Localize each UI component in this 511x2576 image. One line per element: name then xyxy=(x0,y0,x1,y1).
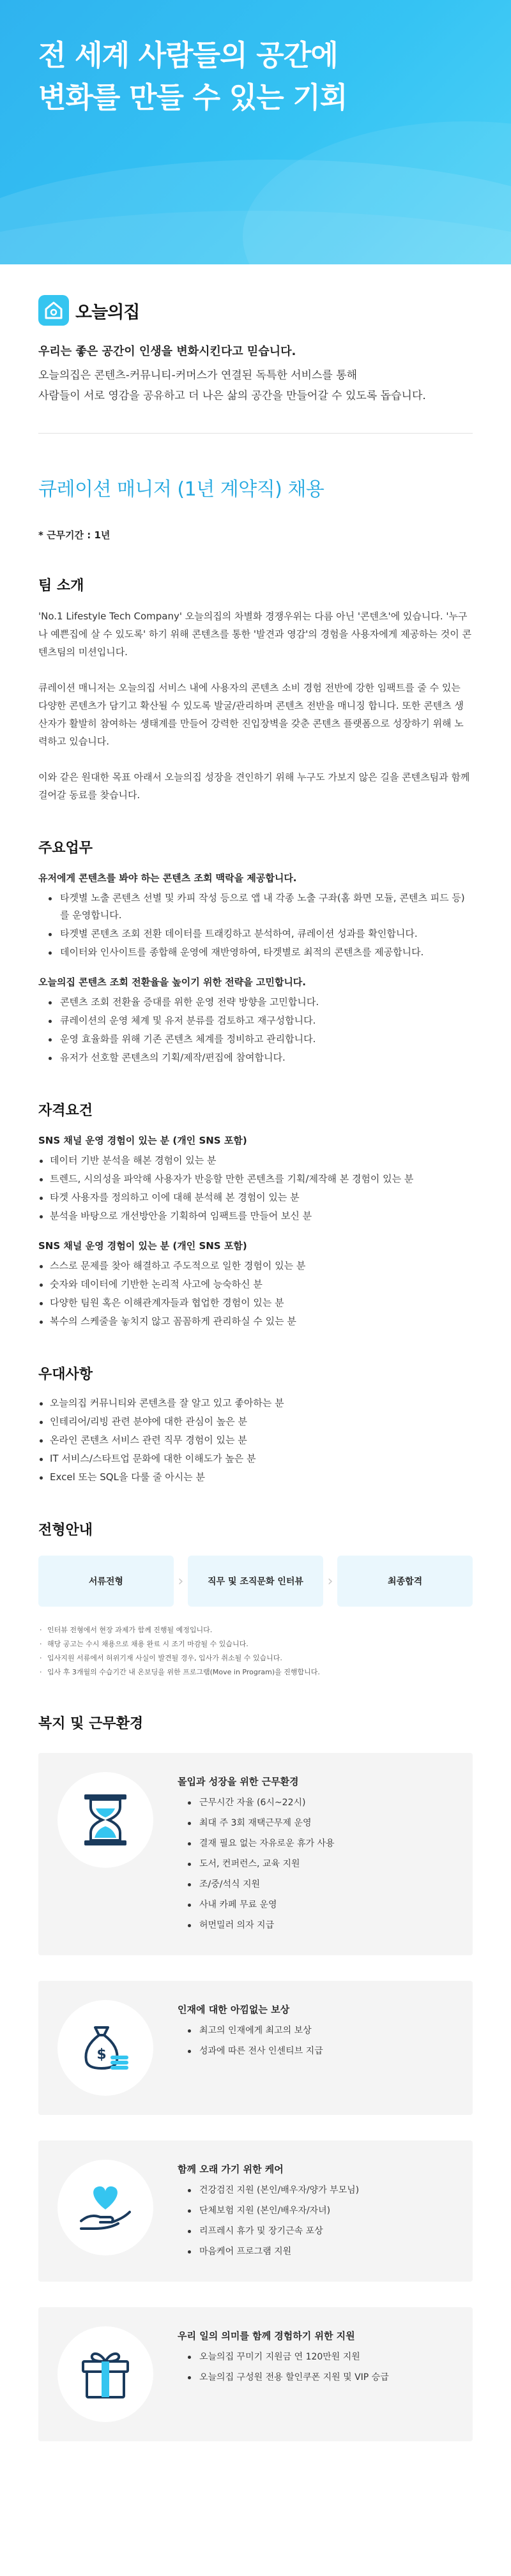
list-item: 콘텐츠 조회 전환율 증대를 위한 운영 전략 방향을 고민합니다. xyxy=(38,994,473,1011)
requirements-group-title: SNS 채널 운영 경험이 있는 분 (개인 SNS 포함) xyxy=(38,1240,247,1252)
work-period: * 근무기간 : 1년 xyxy=(38,529,111,541)
process-step: 최종합격 xyxy=(337,1556,473,1607)
hero-title-line2: 변화를 만들 수 있는 기회 xyxy=(38,80,347,114)
note-item: · 해당 공고는 수시 채용으로 채용 완료 시 조기 마감될 수 있습니다. xyxy=(38,1637,473,1651)
team-paragraph: 이와 같은 원대한 목표 아래서 오늘의집 성장을 견인하기 위해 누구도 가보지 않은 길을 콘텐츠팀과 함께 걸어갈 동료를 찾습니다. xyxy=(38,771,470,801)
list-item: 오늘의집 꾸미기 지원금 연 120만원 지원 xyxy=(178,2347,389,2367)
list-item: Excel 또는 SQL을 다룰 줄 아시는 분 xyxy=(38,1469,473,1486)
intro-text xyxy=(38,365,473,406)
brand-name: 오늘의집 xyxy=(75,302,140,322)
list-item: 인테리어/리빙 관련 분야에 대한 관심이 높은 분 xyxy=(38,1413,473,1430)
duties-group-title: 오늘의집 콘텐츠 조회 전환율을 높이기 위한 전략을 고민합니다. xyxy=(38,976,306,988)
list-item: 분석을 바탕으로 개선방안을 기획하여 임팩트를 만들어 보신 분 xyxy=(38,1208,473,1225)
house-logo-icon xyxy=(38,295,69,326)
chevron-right-icon: › xyxy=(327,1573,333,1589)
list-item: 숫자와 데이터에 기반한 논리적 사고에 능숙하신 분 xyxy=(38,1276,473,1293)
list-item: 복수의 스케줄을 놓치지 않고 꼼꼼하게 관리하실 수 있는 분 xyxy=(38,1313,473,1330)
list-item: 도서, 컨퍼런스, 교육 지원 xyxy=(178,1854,335,1874)
hero-wave xyxy=(0,160,511,264)
list-item: 유저가 선호할 콘텐츠의 기획/제작/편집에 참여합니다. xyxy=(38,1049,473,1066)
list-item: 성과에 따른 전사 인센티브 지급 xyxy=(178,2042,323,2061)
team-paragraph: 'No.1 Lifestyle Tech Company' 오늘의집의 차별화 경쟁우위는 다름 아닌 '콘텐츠'에 있습니다. '누구나 예쁜집에 살 수 있도록' 하기 위해 콘텐츠를 통한 '발견과 영감'의 경험을 사용자에게 제공하는 것이 콘텐츠팀의 미션입니다. xyxy=(38,610,471,658)
list-item: 최고의 인재에게 최고의 보상 xyxy=(178,2021,323,2040)
divider xyxy=(38,433,473,434)
requirements-list xyxy=(38,1152,473,1225)
list-item: 오늘의집 구성원 전용 할인쿠폰 지원 및 VIP 승급 xyxy=(178,2368,389,2387)
intro-lead: 우리는 좋은 공간이 인생을 변화시킨다고 믿습니다. xyxy=(38,345,296,358)
list-item: 데이터 기반 분석을 해본 경험이 있는 분 xyxy=(38,1152,473,1169)
list-item: 타겟별 노출 콘텐츠 선별 및 카피 작성 등으로 앱 내 각종 노출 구좌(홈 화면 모듈, 콘텐츠 피드 등)를 운영합니다. xyxy=(38,890,473,924)
benefit-content xyxy=(178,2000,323,2062)
process-step: 서류전형 xyxy=(38,1556,174,1607)
requirements-heading: 자격요건 xyxy=(38,1103,93,1119)
benefit-card xyxy=(38,2307,473,2441)
gift-icon xyxy=(57,2326,153,2422)
requirements-list xyxy=(38,1257,473,1330)
list-item: 리프레시 휴가 및 장기근속 포상 xyxy=(178,2222,359,2241)
benefit-list xyxy=(178,2181,359,2261)
benefit-content xyxy=(178,1772,335,1936)
benefit-title: 몰입과 성장을 위한 근무환경 xyxy=(178,1776,299,1787)
requirements-group-title: SNS 채널 운영 경험이 있는 분 (개인 SNS 포함) xyxy=(38,1135,247,1146)
preferred-list xyxy=(38,1395,473,1486)
team-heading: 팀 소개 xyxy=(38,578,84,594)
list-item: 오늘의집 커뮤니티와 콘텐츠를 잘 알고 있고 좋아하는 분 xyxy=(38,1395,473,1412)
benefits-heading: 복지 및 근무환경 xyxy=(38,1716,144,1732)
list-item: 단체보험 지원 (본인/배우자/자녀) xyxy=(178,2201,359,2220)
list-item: 마음케어 프로그램 지원 xyxy=(178,2242,359,2261)
hero-title xyxy=(38,34,347,119)
money-bag-icon xyxy=(57,2000,153,2096)
brand-logo xyxy=(38,295,473,326)
hiring-process xyxy=(38,1556,473,1607)
process-heading: 전형안내 xyxy=(38,1522,93,1538)
benefit-list xyxy=(178,1793,335,1935)
list-item: 큐레이션의 운영 체계 및 유저 분류를 검토하고 재구성합니다. xyxy=(38,1012,473,1029)
hero-title-line1: 전 세계 사람들의 공간에 xyxy=(38,38,338,72)
process-step: 직무 및 조직문화 인터뷰 xyxy=(188,1556,323,1607)
list-item: IT 서비스/스타트업 문화에 대한 이해도가 높은 분 xyxy=(38,1450,473,1467)
list-item: 근무시간 자율 (6시~22시) xyxy=(178,1793,335,1812)
list-item: 최대 주 3회 재택근무제 운영 xyxy=(178,1814,335,1833)
benefit-content xyxy=(178,2160,359,2262)
duties-list xyxy=(38,890,473,961)
list-item: 타겟별 콘텐츠 조회 전환 데이터를 트래킹하고 분석하여, 큐레이션 성과를 확인합니다. xyxy=(38,925,473,943)
benefit-card xyxy=(38,2140,473,2282)
list-item: 트렌드, 시의성을 파악해 사용자가 반응할 만한 콘텐츠를 기획/제작해 본 경험이 있는 분 xyxy=(38,1171,473,1188)
benefit-list xyxy=(178,2021,323,2061)
duties-list xyxy=(38,994,473,1066)
benefit-title: 인재에 대한 아낌없는 보상 xyxy=(178,2004,290,2015)
benefit-card xyxy=(38,1981,473,2115)
benefit-title: 우리 일의 의미를 함께 경험하기 위한 지원 xyxy=(178,2330,355,2342)
list-item: 타겟 사용자를 정의하고 이에 대해 분석해 본 경험이 있는 분 xyxy=(38,1189,473,1206)
benefits-cards xyxy=(38,1753,473,2441)
benefit-content xyxy=(178,2326,389,2388)
note-item: · 인터뷰 전형에서 현장 과제가 함께 진행될 예정입니다. xyxy=(38,1623,473,1637)
duties-heading: 주요업무 xyxy=(38,840,93,856)
hero-banner xyxy=(0,0,511,264)
list-item: 허먼밀러 의자 지급 xyxy=(178,1916,335,1935)
intro-line: 오늘의집은 콘텐츠-커뮤니티-커머스가 연결된 독특한 서비스를 통해 xyxy=(38,369,358,382)
process-notes xyxy=(38,1623,473,1679)
benefit-card xyxy=(38,1753,473,1955)
list-item: 조/중/석식 지원 xyxy=(178,1875,335,1894)
svg-text:$: $ xyxy=(96,2047,107,2063)
list-item: 결재 필요 없는 자유로운 휴가 사용 xyxy=(178,1834,335,1853)
chevron-right-icon: › xyxy=(178,1573,184,1589)
team-paragraph: 큐레이션 매니저는 오늘의집 서비스 내에 사용자의 콘텐츠 소비 경험 전반에 강한 임팩트를 줄 수 있는 다양한 콘텐츠가 담기고 확산될 수 있도록 발굴/관리하며 콘텐츠 전반을 매니징 합니다. 또한 콘텐츠 생산자가 활발히 참여하는 생태계를 만들어 강력한 진입장벽을 갖춘 콘텐츠 플랫폼으로 성장하기 위해 노력하고 있습니다. xyxy=(38,682,464,747)
list-item: 데이터와 인사이트를 종합해 운영에 재반영하여, 타겟별로 최적의 콘텐츠를 제공합니다. xyxy=(38,944,473,961)
job-title: 큐레이션 매니저 (1년 계약직) 채용 xyxy=(38,478,324,501)
heart-hand-icon xyxy=(57,2160,153,2255)
intro-line: 사람들이 서로 영감을 공유하고 더 나은 삶의 공간을 만들어갈 수 있도록 돕습니다. xyxy=(38,390,426,402)
duties-group-title: 유저에게 콘텐츠를 봐야 하는 콘텐츠 조회 맥락을 제공합니다. xyxy=(38,872,297,884)
preferred-heading: 우대사항 xyxy=(38,1367,93,1383)
list-item: 운영 효율화를 위해 기존 콘텐츠 체계를 정비하고 관리합니다. xyxy=(38,1031,473,1048)
list-item: 사내 카페 무료 운영 xyxy=(178,1895,335,1914)
note-item: · 입사 후 3개월의 수습기간 내 온보딩을 위한 프로그램(Move in Program)을 진행합니다. xyxy=(38,1665,473,1679)
benefit-title: 함께 오래 가기 위한 케어 xyxy=(178,2163,284,2175)
note-item: · 입사지원 서류에서 허위기재 사실이 발견될 경우, 입사가 취소될 수 있습니다. xyxy=(38,1651,473,1665)
list-item: 온라인 콘텐츠 서비스 관련 직무 경험이 있는 분 xyxy=(38,1432,473,1449)
hourglass-icon xyxy=(57,1772,153,1868)
list-item: 스스로 문제를 찾아 해결하고 주도적으로 일한 경험이 있는 분 xyxy=(38,1257,473,1275)
benefit-list xyxy=(178,2347,389,2387)
list-item: 다양한 팀원 혹은 이해관계자들과 협업한 경험이 있는 분 xyxy=(38,1294,473,1312)
list-item: 건강검진 지원 (본인/배우자/양가 부모님) xyxy=(178,2181,359,2200)
